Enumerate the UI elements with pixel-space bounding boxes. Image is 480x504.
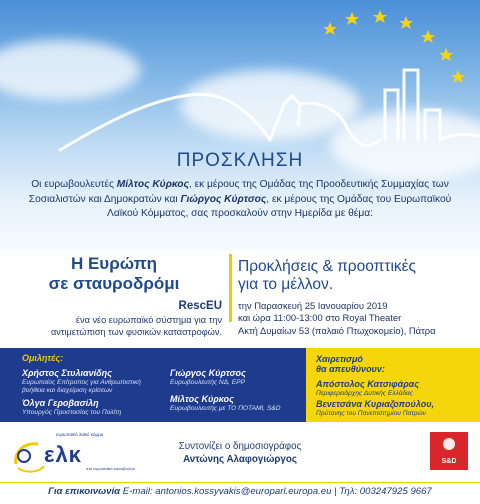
program-description: ένα νέο ευρωπαϊκό σύστημα για την αντιμετώπιση των φυσικών καταστροφών.: [50, 315, 222, 337]
yellow-divider: [229, 254, 232, 322]
contact-details[interactable]: E-mail: antonios.kossyvakis@europarl.europa.eu | Τηλ: 003247925 9667: [120, 486, 432, 497]
moderator-label: Συντονίζει ο δημοσιογράφος: [178, 441, 302, 452]
speakers-label: Ομιλητές:: [22, 353, 64, 363]
greeter-role: Πρύτανης του Πανεπιστημίου Πατρών: [316, 410, 426, 417]
program-name: RescEU: [178, 300, 222, 312]
event-date: την Παρασκευή 25 Ιανουαρίου 2019: [238, 300, 388, 311]
speaker-name: Χρήστος Στυλιανίδης: [22, 368, 112, 378]
event-time: και ώρα 11:00-13:00 στο Royal Theater: [238, 312, 402, 324]
speaker-role: Υπουργός Προστασίας του Πολίτη: [22, 409, 122, 416]
topic-subtitle: Προκλήσεις & προοπτικές για το μέλλον.: [238, 258, 417, 293]
sd-logo: [430, 432, 468, 470]
sd-logo-text: S&D: [441, 458, 457, 465]
elk-top-text: ευρωπαϊκό λαϊκό κόμμα: [56, 432, 104, 437]
eu-stars-icon: [323, 10, 465, 83]
speaker-name: Γιώργος Κύρτσος: [170, 368, 246, 378]
event-address: Ακτή Δυμαίων 53 (παλαιό Πτωχοκομείο), Πάτρα: [238, 324, 436, 336]
greetings-label: Χαιρετισμό: [316, 354, 363, 364]
topic-left-column: [0, 250, 228, 346]
speaker-role: βοήθεια και διαχείριση κρίσεων: [22, 387, 113, 394]
footer: [0, 422, 480, 504]
greeter-role: Περιφερειάρχης Δυτικής Ελλάδας: [316, 390, 414, 397]
event-details: [238, 300, 474, 337]
moderator-block: [140, 440, 340, 466]
topic-right-column: [238, 250, 474, 346]
topic-section: [0, 250, 480, 346]
speaker-role: Ευρωβουλευτής ΝΔ, EPP: [170, 379, 245, 386]
rose-icon: [443, 438, 455, 450]
greeter-name: Βενετσάνα Κυριαζοπούλου,: [316, 399, 435, 409]
contact-line: [0, 486, 480, 497]
topic-headline: Η Ευρώπη σε σταυροδρόμι: [48, 254, 180, 293]
speaker-a-name: Μίλτος Κύρκος: [116, 179, 189, 190]
elk-logo: [10, 430, 135, 478]
contact-label: Για επικοινωνία: [48, 486, 121, 497]
speakers-list: [0, 348, 306, 422]
elk-wordmark: ελκ: [44, 442, 82, 467]
moderator-name: Αντώνης Αλαφογιώργος: [183, 454, 297, 465]
speaker-b-name: Γιώργος Κύρτσος: [180, 193, 267, 205]
speaker-role: Ευρωβουλευτής με ΤΟ ΠΟΤΑΜΙ, S&D: [170, 405, 281, 412]
page-title: ΠΡΟΣΚΛΗΣΗ: [176, 150, 304, 171]
greetings-box: [306, 348, 480, 422]
speaker-role: Ευρωπαίος Επίτροπος για Ανθρωπιστική: [22, 379, 141, 386]
greeter-name: Απόστολος Κατσιφάρας: [316, 379, 420, 389]
speakers-band: [0, 348, 480, 422]
speaker-name: Όλγα Γεροβασίλη: [22, 398, 99, 408]
speaker-name: Μίλτος Κύρκος: [170, 394, 234, 404]
contact-divider: [0, 482, 480, 483]
elk-bottom-text: στο ευρωπαϊκό κοινοβούλιο: [86, 466, 135, 471]
greetings-label: θα απευθύνουν:: [316, 364, 385, 374]
intro-paragraph: Οι ευρωβουλευτές Μίλτος Κύρκος, εκ μέρους της Ομάδας της Προοδευτικής Συμμαχίας των Σοσιαλιστών και Δημοκρατών και Γιώργος Κύρτσος, εκ μέρους της Ομάδας του Ευρωπαϊκού Λαϊκού Κόμματος, σας προσκαλούν στην Ημερίδα με θέμα:: [28, 179, 452, 220]
